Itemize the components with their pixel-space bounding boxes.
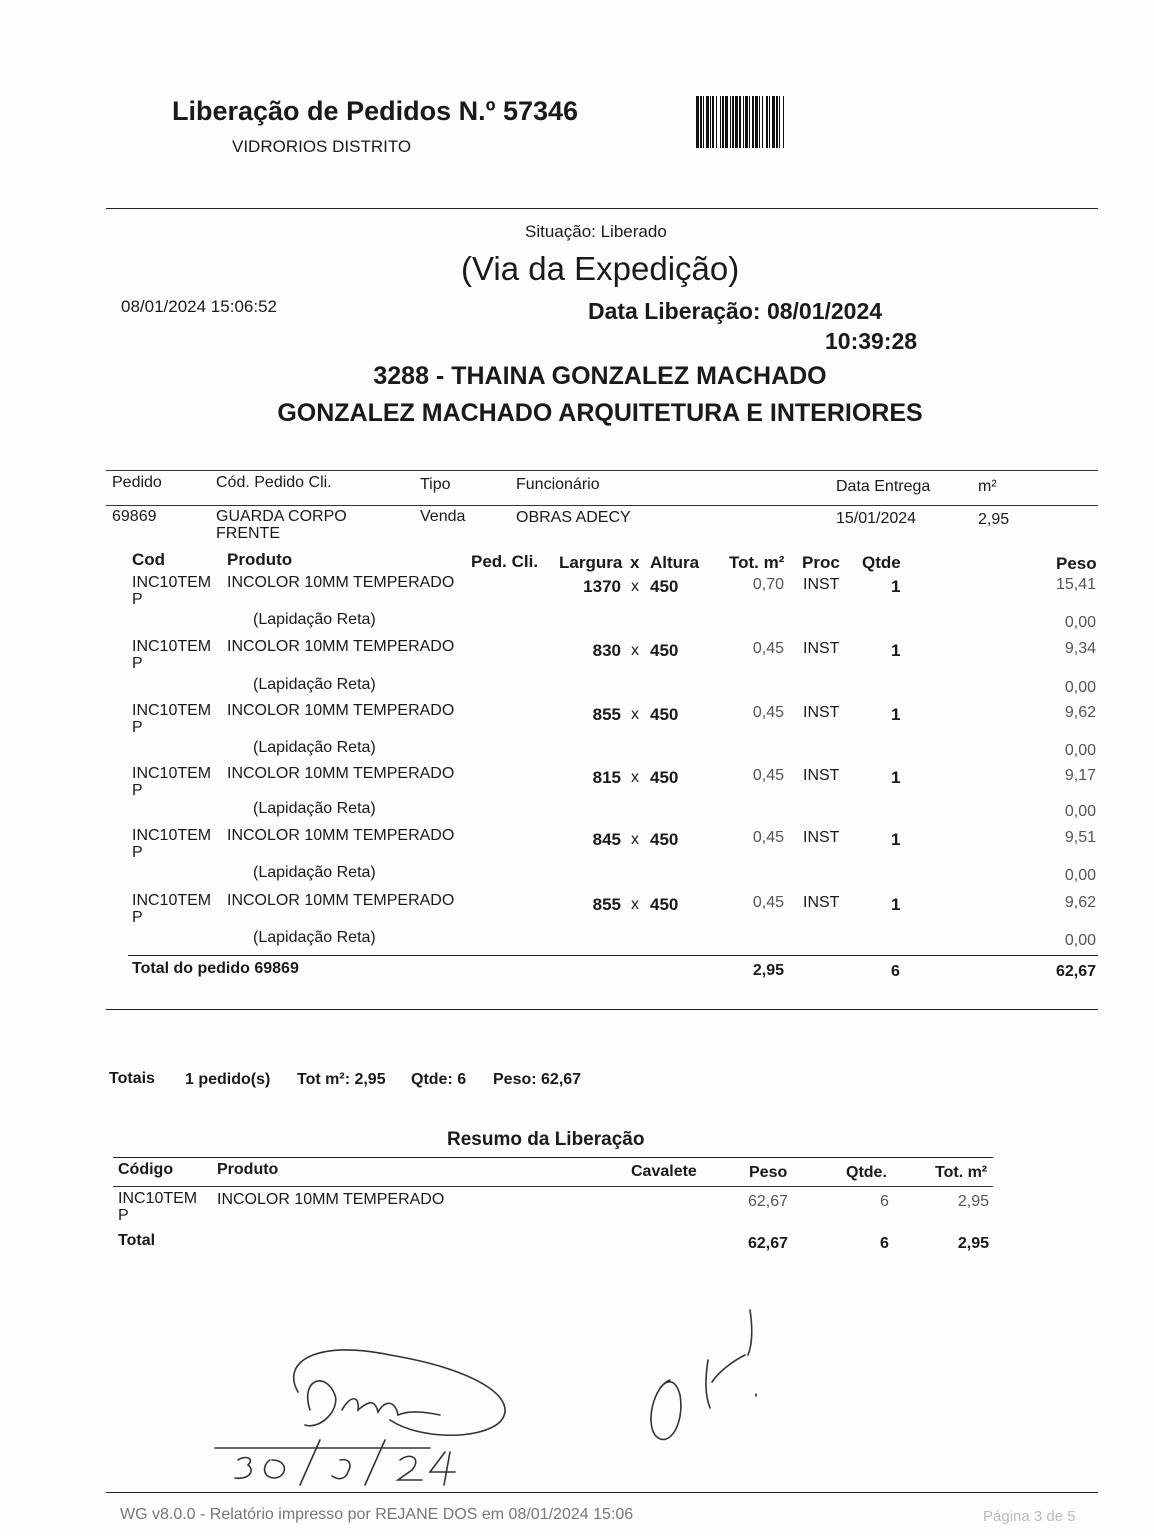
item-altura: 450 (650, 577, 679, 596)
item-proc: INST (803, 576, 840, 593)
item-qtde: 1 (891, 641, 901, 660)
item-processing-note: (Lapidação Reta) (253, 800, 376, 817)
item-tot-m2: 0,70 (752, 576, 784, 593)
order-header-divider (106, 505, 1098, 506)
items-col-proc: Proc (802, 553, 840, 572)
order-cod-cli-line1: GUARDA CORPO (216, 508, 347, 525)
item-x: x (631, 831, 639, 848)
item-cod-line2: P (132, 782, 143, 799)
item-qtde: 1 (891, 830, 901, 849)
item-peso: 9,62 (1064, 894, 1096, 911)
totals-pedidos: 1 pedido(s) (185, 1071, 271, 1088)
totals-m2: Tot m²: 2,95 (297, 1071, 386, 1088)
item-altura: 450 (650, 768, 679, 787)
item-altura: 450 (650, 830, 679, 849)
col-funcionario: Funcionário (516, 476, 600, 493)
item-x: x (631, 578, 639, 595)
items-col-x: x (630, 553, 640, 572)
order-total-m2: 2,95 (752, 962, 784, 979)
print-datetime: 08/01/2024 15:06:52 (121, 297, 277, 316)
item-produto: INCOLOR 10MM TEMPERADO (227, 892, 455, 909)
order-tipo: Venda (420, 508, 466, 525)
totals-qtde: Qtde: 6 (411, 1071, 467, 1088)
items-col-cod: Cod (132, 550, 166, 569)
items-col-peso: Peso (1056, 554, 1097, 573)
items-col-qtde: Qtde (862, 553, 901, 572)
summary-total-qtde: 6 (880, 1235, 889, 1252)
item-produto: INCOLOR 10MM TEMPERADO (227, 638, 455, 655)
summary-total-label: Total (118, 1232, 156, 1249)
item-qtde: 1 (891, 577, 901, 596)
order-funcionario: OBRAS ADECY (516, 509, 631, 526)
items-col-ped-cli: Ped. Cli. (471, 552, 539, 571)
item-cod-line2: P (132, 719, 143, 736)
summary-col-codigo: Código (118, 1161, 174, 1178)
item-qtde: 1 (891, 705, 901, 724)
item-tot-m2: 0,45 (752, 894, 784, 911)
item-produto: INCOLOR 10MM TEMPERADO (227, 574, 455, 591)
items-col-altura: Altura (650, 553, 700, 572)
items-col-largura: Largura (559, 553, 623, 572)
summary-col-qtde: Qtde. (846, 1164, 887, 1181)
item-tot-m2: 0,45 (752, 640, 784, 657)
order-pedido: 69869 (112, 508, 157, 525)
order-top-divider (106, 470, 1098, 471)
item-altura: 450 (650, 705, 679, 724)
client-company: GONZALEZ MACHADO ARQUITETURA E INTERIORES (277, 399, 923, 427)
item-qtde: 1 (891, 895, 901, 914)
items-col-tot-m2: Tot. m² (729, 553, 785, 572)
item-cod-line1: INC10TEM (132, 638, 212, 655)
order-total-divider (128, 955, 1098, 956)
footer-printed-by: WG v8.0.0 - Relatório impresso por REJANE DOS em 08/01/2024 15:06 (120, 1506, 634, 1523)
totals-peso: Peso: 62,67 (493, 1071, 582, 1088)
item-processing-peso: 0,00 (1064, 614, 1096, 631)
items-col-produto: Produto (227, 550, 293, 569)
summary-title: Resumo da Liberação (447, 1129, 645, 1150)
item-processing-note: (Lapidação Reta) (253, 676, 376, 693)
release-time: 10:39:28 (825, 328, 918, 354)
item-produto: INCOLOR 10MM TEMPERADO (227, 765, 455, 782)
item-peso: 15,41 (1055, 576, 1096, 593)
item-proc: INST (803, 640, 840, 657)
item-cod-line2: P (132, 655, 143, 672)
item-proc: INST (803, 767, 840, 784)
item-largura: 830 (592, 641, 621, 660)
header-divider (106, 208, 1098, 209)
item-processing-peso: 0,00 (1064, 867, 1096, 884)
item-peso: 9,51 (1064, 829, 1096, 846)
item-largura: 1370 (583, 577, 621, 596)
handwritten-signature (200, 1300, 800, 1500)
item-produto: INCOLOR 10MM TEMPERADO (227, 702, 455, 719)
item-processing-note: (Lapidação Reta) (253, 929, 376, 946)
item-largura: 845 (592, 830, 621, 849)
item-processing-peso: 0,00 (1064, 679, 1096, 696)
item-largura: 855 (592, 705, 621, 724)
company-name: VIDRORIOS DISTRITO (232, 137, 412, 156)
item-produto: INCOLOR 10MM TEMPERADO (227, 827, 455, 844)
report-title: Liberação de Pedidos N.º 57346 (172, 96, 579, 126)
item-cod-line1: INC10TEM (132, 574, 212, 591)
item-proc: INST (803, 894, 840, 911)
item-processing-peso: 0,00 (1064, 932, 1096, 949)
barcode-icon (696, 96, 872, 148)
via-label: (Via da Expedição) (461, 250, 740, 287)
item-proc: INST (803, 704, 840, 721)
order-end-divider (106, 1009, 1098, 1010)
item-tot-m2: 0,45 (752, 704, 784, 721)
item-cod-line1: INC10TEM (132, 892, 212, 909)
totals-label: Totais (109, 1070, 155, 1087)
item-x: x (631, 642, 639, 659)
summary-total-tot-m2: 2,95 (957, 1235, 989, 1252)
order-total-qtde: 6 (891, 963, 900, 980)
item-largura: 855 (592, 895, 621, 914)
summary-row-tot-m2: 2,95 (957, 1193, 989, 1210)
situation-label: Situação: Liberado (525, 222, 667, 241)
item-peso: 9,62 (1064, 704, 1096, 721)
item-cod-line2: P (132, 844, 143, 861)
item-qtde: 1 (891, 768, 901, 787)
summary-row-peso: 62,67 (747, 1193, 788, 1210)
summary-col-peso: Peso (749, 1164, 788, 1181)
item-peso: 9,17 (1064, 767, 1096, 784)
item-x: x (631, 769, 639, 786)
summary-row-cod-line2: P (118, 1207, 129, 1224)
item-tot-m2: 0,45 (752, 829, 784, 846)
item-cod-line2: P (132, 591, 143, 608)
summary-top-divider (113, 1157, 993, 1158)
item-x: x (631, 706, 639, 723)
item-processing-peso: 0,00 (1064, 742, 1096, 759)
footer-divider (106, 1492, 1098, 1493)
order-total-peso: 62,67 (1055, 963, 1096, 980)
item-cod-line1: INC10TEM (132, 702, 212, 719)
item-altura: 450 (650, 641, 679, 660)
summary-row-qtde: 6 (880, 1193, 889, 1210)
col-data-entrega: Data Entrega (836, 478, 931, 495)
summary-row-produto: INCOLOR 10MM TEMPERADO (217, 1191, 445, 1208)
summary-total-peso: 62,67 (747, 1235, 788, 1252)
release-date: Data Liberação: 08/01/2024 (588, 298, 883, 324)
item-cod-line1: INC10TEM (132, 827, 212, 844)
order-data-entrega: 15/01/2024 (836, 510, 917, 527)
item-cod-line2: P (132, 909, 143, 926)
order-m2: 2,95 (978, 511, 1010, 528)
footer-page-number: Página 3 de 5 (983, 1508, 1076, 1525)
summary-col-tot-m2: Tot. m² (935, 1164, 988, 1181)
order-cod-cli-line2: FRENTE (216, 525, 280, 542)
summary-col-cavalete: Cavalete (631, 1163, 697, 1180)
item-cod-line1: INC10TEM (132, 765, 212, 782)
item-processing-note: (Lapidação Reta) (253, 864, 376, 881)
summary-col-produto: Produto (217, 1161, 279, 1178)
item-processing-note: (Lapidação Reta) (253, 611, 376, 628)
item-tot-m2: 0,45 (752, 767, 784, 784)
item-processing-peso: 0,00 (1064, 803, 1096, 820)
col-cod-pedido-cli: Cód. Pedido Cli. (216, 474, 332, 491)
col-tipo: Tipo (420, 476, 451, 493)
summary-row-cod-line1: INC10TEM (118, 1190, 198, 1207)
item-processing-note: (Lapidação Reta) (253, 739, 376, 756)
col-pedido: Pedido (112, 474, 162, 491)
item-largura: 815 (592, 768, 621, 787)
item-altura: 450 (650, 895, 679, 914)
summary-header-divider (113, 1186, 993, 1187)
item-x: x (631, 896, 639, 913)
col-m2: m² (978, 478, 997, 495)
client-name: 3288 - THAINA GONZALEZ MACHADO (373, 362, 827, 390)
item-proc: INST (803, 829, 840, 846)
order-total-label: Total do pedido 69869 (132, 960, 299, 977)
item-peso: 9,34 (1064, 640, 1096, 657)
